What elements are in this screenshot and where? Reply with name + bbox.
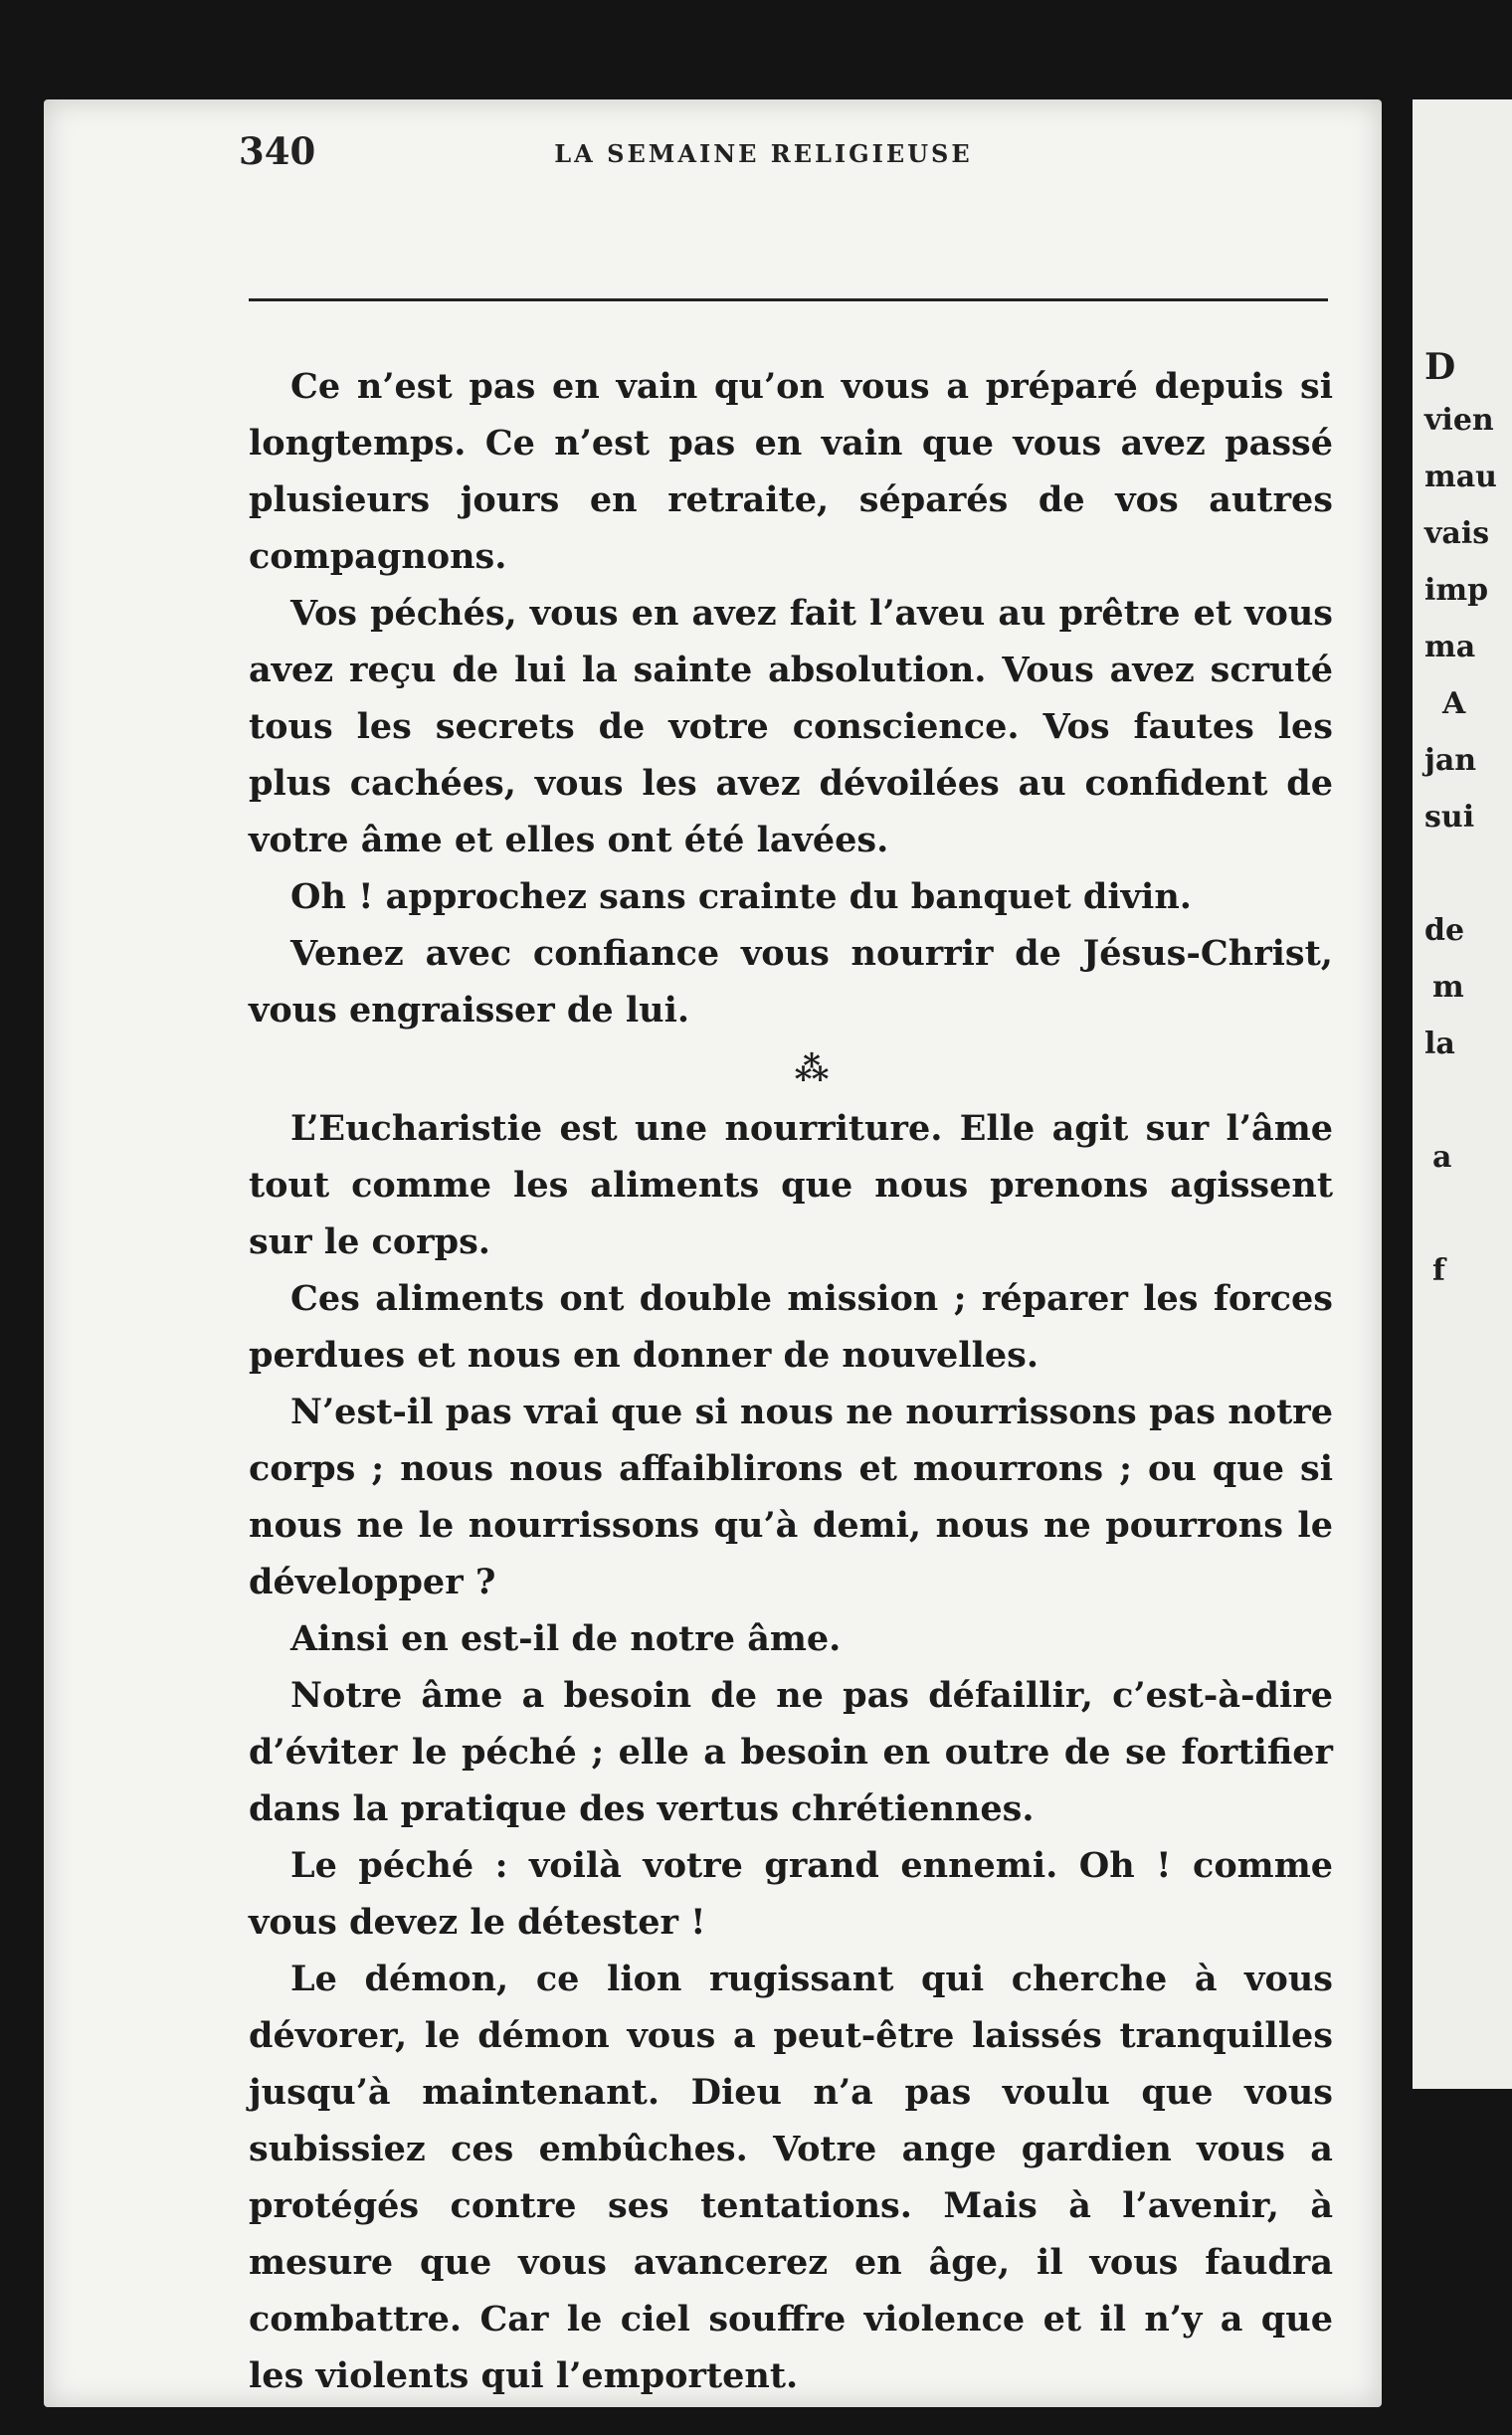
paragraph: Ce n’est pas en vain qu’on vous a préparé depuis si longtemps. Ce n’est pas en vain que vous avez passé plusieurs jours en retraite, séparés de vos autres compagnons.	[249, 366, 1333, 577]
facing-page-fragment: m	[1432, 970, 1464, 1005]
body-text	[249, 358, 1333, 2404]
facing-page-fragment: a	[1432, 1140, 1452, 1175]
header-rule	[249, 298, 1328, 301]
facing-page-fragment: jan	[1424, 743, 1477, 778]
paragraph: Venez avec confiance vous nourrir de Jésus-Christ, vous engraisser de lui.	[249, 933, 1333, 1030]
facing-page-fragment: mau	[1424, 460, 1497, 494]
facing-page-fragment: sui	[1424, 800, 1475, 835]
facing-page-fragment: D	[1424, 346, 1456, 388]
facing-page-fragment: de	[1424, 913, 1465, 948]
facing-page-fragment: vien	[1424, 403, 1494, 438]
running-title: LA SEMAINE RELIGIEUSE	[554, 139, 973, 168]
paragraph: L’Eucharistie est une nourriture. Elle agit sur l’âme tout comme les aliments que nous prenons agissent sur le corps.	[249, 1108, 1333, 1262]
facing-page-fragment: la	[1424, 1027, 1455, 1061]
paragraph: Oh ! approchez sans crainte du banquet divin.	[290, 876, 1192, 917]
paragraph: Notre âme a besoin de ne pas défaillir, c’est-à-dire d’éviter le péché ; elle a besoin en outre de se fortifier dans la pratique des vertus chrétiennes.	[249, 1675, 1333, 1829]
page-header	[199, 129, 1328, 189]
page-number: 340	[239, 129, 316, 173]
facing-page-fragment: ma	[1424, 630, 1476, 664]
facing-page-fragment: A	[1442, 686, 1466, 721]
paragraph: N’est-il pas vrai que si nous ne nourrissons pas notre corps ; nous nous affaiblirons et mourrons ; ou que si nous ne le nourrissons qu’à demi, nous ne pourrons le développer ?	[249, 1392, 1333, 1602]
facing-page-fragment: vais	[1424, 516, 1490, 551]
facing-page-fragment: imp	[1424, 573, 1489, 608]
paragraph: Le démon, ce lion rugissant qui cherche à vous dévorer, le démon vous a peut-être laissés tranquilles jusqu’à maintenant. Dieu n’a pas voulu que vous subissiez ces embûches. Votre ange gardien vous a protégés contre ses tentations. Mais à l’avenir, à mesure que vous avancerez en âge, il vous faudra combattre. Car le ciel souffre violence et il n’y a que les violents qui l’emportent.	[249, 1959, 1333, 2396]
paragraph: Le péché : voilà votre grand ennemi. Oh ! comme vous devez le détester !	[249, 1845, 1333, 1943]
paragraph: Ces aliments ont double mission ; réparer les forces perdues et nous en donner de nouvelles.	[249, 1278, 1333, 1376]
facing-page	[1413, 99, 1512, 2089]
paragraph: Vos péchés, vous en avez fait l’aveu au prêtre et vous avez reçu de lui la sainte absolution. Vous avez scruté tous les secrets de votre conscience. Vos fautes les plus cachées, vous les avez dévoilées au confident de votre âme et elles ont été lavées.	[249, 593, 1333, 860]
paragraph: Ainsi en est-il de notre âme.	[290, 1618, 842, 1659]
facing-page-fragment: f	[1432, 1253, 1445, 1288]
section-asterism: ⁂	[794, 1049, 830, 1089]
